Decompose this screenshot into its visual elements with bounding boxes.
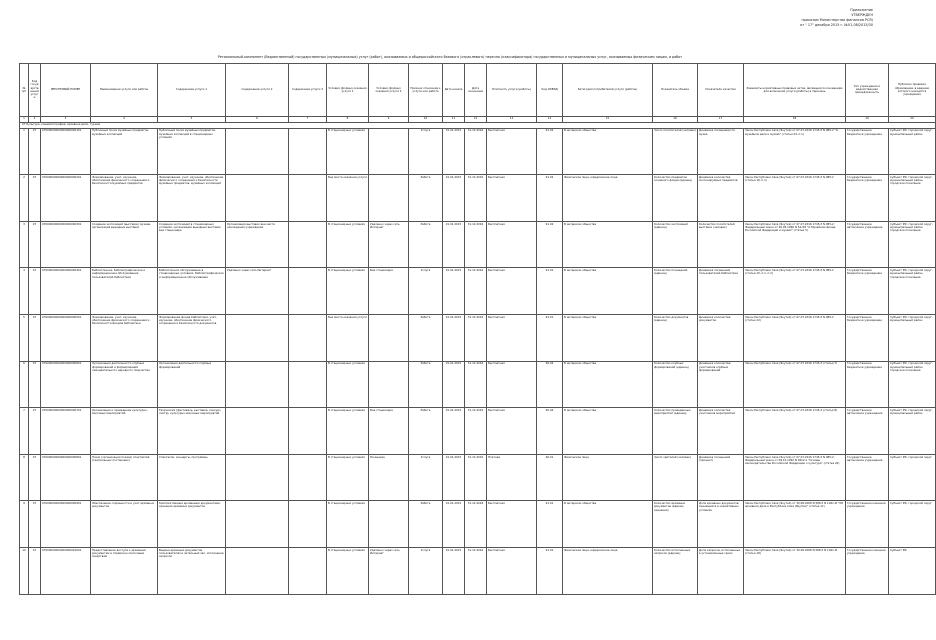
column-number: 5 [158,116,226,122]
table-cell: Закон Республики Саха (Якутия) от 07.07.2016 1745-З N 985-V; Федеральный закон от 26.05.1996 N 54-ФЗ "О Музейном фонде Российской Федерации и музеях" (статья 3) [744,221,846,268]
table-cell: Физические лица [563,454,653,501]
table-cell: 91.01 [537,547,563,594]
table-cell [226,314,289,361]
table-cell: Вне места оказания услуги [327,314,369,361]
table-cell: 8 [20,454,29,501]
table-cell: Динамика количества участников мероприятий [698,408,744,455]
table-cell [289,501,327,548]
table-cell: Количество документов (единиц) [653,314,698,361]
table-cell: Работа [409,314,443,361]
table-cell: В интересах общества [563,361,653,408]
table-row [20,408,936,455]
table-cell: 07 [29,221,41,268]
table-cell: 07 [29,128,41,175]
table-cell [289,128,327,175]
column-number: 12 [465,116,487,122]
table-cell: Работа [409,361,443,408]
table-cell: Вне стационара [369,268,409,315]
table-cell: Динамика посещений (процент) [698,454,744,501]
table-cell [289,268,327,315]
table-cell: Творческих (фестиваль, выставка, конкурс, смотр), культурно-массовых мероприятий [158,408,226,455]
column-header: Публично-правовое образование, в ведении которого находятся учреждения [889,64,936,117]
table-cell: 07000000000000000001001 [41,547,91,594]
table-cell: Государственное казенное учреждение [846,547,889,594]
table-cell: Организация деятельности клубных формирований [158,361,226,408]
column-number: 1 [20,116,29,122]
table-cell: Библиотечное обслуживание в стационарных условиях, библиографическое и информационное обслуживание [158,268,226,315]
column-number: 18 [744,116,846,122]
table-cell: Закон Республики Саха (Якутия) от 07.07.2016 1745-З N 985-V "О музейном деле и музеях" (статья 24, п.1) [744,128,846,175]
table-cell: Показ (организация показа) спектаклей (театральных постановок) [91,454,158,501]
table-row [20,314,936,361]
table-cell: Количество предметов основного фонда (единиц) [653,175,698,222]
column-header: Содержание услуги 3 [289,64,327,117]
table-cell: Субъект РФ, городской округ, муниципальный район, городское поселение [889,268,936,315]
table-cell: Удаленно через сеть Интернет [226,268,289,315]
table-cell: 01.01.2015 [443,268,465,315]
table-cell: Физические лица, юридические лица [563,175,653,222]
table-cell: Динамика посещений пользователей библиотеки [698,268,744,315]
table-row [20,501,936,548]
table-cell: 07000000000000000000601 [41,361,91,408]
table-cell: В стационарных условиях [327,501,369,548]
table-cell: Удаленно через сеть Интернет [369,547,409,594]
table-cell: Платная [487,454,537,501]
table-cell: Бесплатная [487,408,537,455]
column-number: 10 [409,116,443,122]
table-cell: Субъект РФ, городской округ, муниципальный район [889,408,936,455]
table-cell: Публичный показ музейных предметов, музейных коллекций [91,128,158,175]
column-number: 2 [29,116,41,122]
table-cell: Субъект РФ, городской округ, муниципальный район [889,314,936,361]
table-cell: 91.02 [537,128,563,175]
column-number: 15 [563,116,653,122]
table-cell: Закон Республики Саха (Якутия) от 07.07.2016 1745-З (статья 8) [744,408,846,455]
column-header: РЕЕСТРОВЫЙ НОМЕР [41,64,91,117]
table-cell: 31.12.2016 [465,361,487,408]
table-body [20,122,936,594]
appendix-line: УТВЕРЖДЕН [851,13,873,17]
table-cell: Удаленно через сеть Интернет [369,221,409,268]
table-cell: Выдача архивных документов пользователям в читальный зал, исполнение запросов [158,547,226,594]
table-cell: 07000000000000000000501 [41,314,91,361]
table-cell: В стационарных условиях [327,547,369,594]
table-cell: На выезде [369,454,409,501]
table-cell: Создание экспозиций (выставок) музеев, организация выездных выставок [91,221,158,268]
table-cell: Количество экспозиций (единиц) [653,221,698,268]
table-cell: 01.01.2015 [443,128,465,175]
table-cell: Закон Республики Саха (Якутия) от 30.06.2008 N 588-З N 1041-III (статья 18) [744,547,846,594]
table-cell: Закон Республики Саха (Якутия) от 30.06.2008 N 588-З N 1041-III "Об архивном деле в Республике Саха (Якутия)" (статья 11) [744,501,846,548]
table-cell: 07 [29,175,41,222]
table-cell [369,501,409,548]
table-cell: 01.01.2015 [443,408,465,455]
table-cell [369,314,409,361]
column-number: 8 [327,116,369,122]
table-cell: 07 [29,314,41,361]
table-cell: 31.12.2016 [465,128,487,175]
table-cell: Количество клубных формирований (единиц) [653,361,698,408]
table-cell: Динамика количества участников клубных формирований [698,361,744,408]
table-cell [289,175,327,222]
column-header: Условия (формы) оказания услуги 2 [369,64,409,117]
table-cell: Комплектование архивными документами, хранение архивных документов [158,501,226,548]
column-number: 19 [846,116,889,122]
table-cell: 01.01.2015 [443,501,465,548]
table-cell: Субъект РФ, городской округ, муниципальный район, городское поселение [889,361,936,408]
column-header: Дата окончания [465,64,487,117]
column-header: Платность услуги (работы) [487,64,537,117]
table-cell: 5 [20,314,29,361]
table-cell: 07 [29,268,41,315]
table-cell: Доля архивных документов, хранящихся в нормативных условиях [698,501,744,548]
table-cell: 9 [20,501,29,548]
column-number: 16 [653,116,698,122]
table-cell [289,408,327,455]
table-cell: Субъект РФ, городской округ [889,454,936,501]
table-cell: Работа [409,408,443,455]
table-cell: 7 [20,408,29,455]
table-row [20,361,936,408]
table-cell: Бесплатная [487,221,537,268]
table-cell: Государственное бюджетное учреждение [846,175,889,222]
table-cell: Работа [409,221,443,268]
appendix-line: приказом Министерства финансов РСЯ) [801,18,873,22]
table-cell [226,175,289,222]
table-cell: 90.01 [537,454,563,501]
table-cell: Закон Республики Саха (Якутия) от 07.07.2016 1745-З N 985-V (статья 16, п.1) [744,175,846,222]
table-cell: Создание экспозиций в стационарных условиях, организация выездных выставок вне стационара [158,221,226,268]
table-cell: Количество посещений (единиц) [653,268,698,315]
table-cell: Субъект РФ, городской округ, муниципальный район, городское поселение [889,221,936,268]
table-cell: Субъект РФ, городской округ, муниципальный район [889,128,936,175]
table-cell: Бесплатная [487,268,537,315]
table-cell: 31.12.2016 [465,175,487,222]
table-cell: Динамика посещаемости музея [698,128,744,175]
table-cell [369,361,409,408]
column-number: 20 [889,116,936,122]
column-header: Тип учреждения и ведомственная принадлежность [846,64,889,117]
table-cell: 31.12.2016 [465,221,487,268]
table-row [20,547,936,594]
table-cell: 91.02 [537,221,563,268]
table-cell: 07000000000000000000901 [41,501,91,548]
table-row [20,128,936,175]
table-cell: Библиотечное, библиографическое и информационное обслуживание пользователей библиотеки [91,268,158,315]
document-title: Региональный-компонент (Ведомственный) государственных (муниципальных) услуг (работ), оказываемых и общероссийского базового (отраслевого) перечня (классификатора) государственных и муниципальных услуг, оказываемых физическим лицам, и работ [217,55,683,59]
column-header: Код государственной услуги [29,64,41,117]
table-cell: Бесплатная [487,175,537,222]
table-cell: Число зрителей (человек) [653,454,698,501]
column-header: Содержание услуги 1 [158,64,226,117]
column-number: 4 [91,116,158,122]
table-cell: В стационарных условиях [327,221,369,268]
table-cell: 01.01.2015 [443,221,465,268]
table-cell: 01.01.2015 [443,361,465,408]
table-row [20,221,936,268]
table-cell: 3 [20,221,29,268]
column-header: Показатель объема [653,64,698,117]
table-cell: Услуга [409,268,443,315]
table-cell: 31.12.2016 [465,454,487,501]
table-cell: 07 [29,501,41,548]
table-cell: 01.01.2015 [443,454,465,501]
table-cell: Бесплатная [487,501,537,548]
column-header: Код ОКВЭД [537,64,563,117]
column-number: 3 [41,116,91,122]
column-number: 13 [487,116,537,122]
appendix-approval-block [733,8,873,28]
column-header: Показатели качества [698,64,744,117]
table-cell: 91.01 [537,501,563,548]
table-cell: Закон Республики Саха (Якутия) от 07.07.2016 1745-З N 985-V; Федеральный закон от 09.10.1992 N 3612-1 "Основы законодательства Российской Федерации о культуре" (статья 24) [744,454,846,501]
table-cell: Публичный показ музейных предметов, музейных коллекций в стационарных условиях [158,128,226,175]
table-cell: Субъект РФ, городской округ [889,501,936,548]
table-cell [226,361,289,408]
table-row [20,268,936,315]
table-cell: Государственное автономное учреждение [846,454,889,501]
table-cell: Услуга [409,128,443,175]
table-cell: Государственное бюджетное учреждение [846,361,889,408]
table-cell: Количество проведенных мероприятий (единиц) [653,408,698,455]
table-cell: 07000000000000000000101 [41,128,91,175]
table-cell: В стационарных условиях [327,408,369,455]
table-cell [226,454,289,501]
table-cell: В интересах общества [563,314,653,361]
table-cell: Бесплатная [487,361,537,408]
table-cell: 31.12.2016 [465,268,487,315]
appendix-line: Приложение [850,8,873,12]
section-label: 07 Культура, кинематография, архивное дело, туризм [20,122,936,128]
column-header: Признак отнесения к услуге или работе [409,64,443,117]
table-cell [289,361,327,408]
table-cell [289,454,327,501]
table-cell: Государственное казенное учреждение [846,501,889,548]
table-cell: Формирование, учет, изучение, обеспечение физического сохранения и безопасности музейных предметов, музейных коллекций [158,175,226,222]
table-cell: 4 [20,268,29,315]
column-header: Содержание услуги 2 [226,64,289,117]
table-cell [226,128,289,175]
appendix-line: от " 17" декабря 2015 г. №01-08/2015/30 [800,23,873,27]
column-number: 17 [698,116,744,122]
table-cell: 07000000000000000000801 [41,454,91,501]
table-cell: Закон Республики Саха (Якутия) от 07.07.2016 1745-З N 985-V (статья 15, п.1, п.2) [744,268,846,315]
column-number: 14 [537,116,563,122]
table-cell [226,547,289,594]
table-row [20,175,936,222]
table-cell: Формирование, учет, изучение, обеспечение физического сохранения и безопасности музейных предметов [91,175,158,222]
table-cell: Организация деятельности клубных формирований и формирований самодеятельного народного творчества [91,361,158,408]
table-cell: В интересах общества [563,501,653,548]
table-cell: В стационарных условиях [327,268,369,315]
table-cell: Предоставление доступа к архивным документам и справочно-поисковым средствам [91,547,158,594]
column-header: Реквизиты нормативных правовых актов, являющихся основанием для включения услуги (работы) в перечень [744,64,846,117]
table-cell: Государственное бюджетное учреждение [846,314,889,361]
table-cell: 6 [20,361,29,408]
table-cell [289,314,327,361]
table-cell: 91.01 [537,268,563,315]
table-cell: Работа [409,501,443,548]
table-cell: Динамика количества экспонируемых предметов [698,175,744,222]
table-cell [226,501,289,548]
table-cell: В интересах общества [563,128,653,175]
table-cell: Обеспечение сохранности и учет архивных документов [91,501,158,548]
table-cell [369,175,409,222]
table-cell: 07 [29,408,41,455]
table-cell: Государственное бюджетное учреждение [846,128,889,175]
table-cell: Услуга [409,454,443,501]
table-cell: Субъект РФ, городской округ, муниципальный район, городское поселение [889,175,936,222]
table-cell: Количество исполненных запросов (единиц) [653,547,698,594]
table-cell: В интересах общества [563,268,653,315]
table-cell [289,547,327,594]
table-cell: Закон Республики Саха (Якутия) от 07.07.2016 1745-З (статья 7) [744,361,846,408]
table-cell: Формирование, учет, изучение, обеспечение физического сохранения и безопасности фондов библиотеки [91,314,158,361]
table-cell: Услуга [409,547,443,594]
column-header: Дата начала [443,64,465,117]
table-cell: 90.04 [537,408,563,455]
table-cell: 07000000000000000000301 [41,221,91,268]
table-cell: Количество архивных документов (единиц хранения) [653,501,698,548]
table-cell: Бесплатная [487,128,537,175]
table-cell: 31.12.2016 [465,314,487,361]
table-cell: 07000000000000000000201 [41,175,91,222]
table-cell: 91.01 [537,314,563,361]
table-cell: В интересах общества [563,221,653,268]
table-cell: Динамика количества документов [698,314,744,361]
table-cell: 90.04 [537,361,563,408]
table-cell [369,128,409,175]
table-cell: 07 [29,547,41,594]
table-cell: Государственное автономное учреждение [846,221,889,268]
table-cell: Бесплатная [487,314,537,361]
table-cell: Организация выставок вне места нахождения учреждения [226,221,289,268]
table-cell: Организация и проведение культурно-массовых мероприятий [91,408,158,455]
table-cell: 01.01.2015 [443,175,465,222]
table-cell: Закон Республики Саха (Якутия) от 07.07.2016 1745-З N 985-V (статья 12) [744,314,846,361]
table-cell [226,408,289,455]
table-cell: Формирование фонда библиотеки, учет, изучение, обеспечение физического сохранения и безопасности документов [158,314,226,361]
table-cell: 31.12.2016 [465,547,487,594]
table-cell: Спектакли, концерты, программы [158,454,226,501]
table-cell: Количество посетителей выставок (человек) [698,221,744,268]
table-cell: Число посетителей (человек) [653,128,698,175]
column-header: Категория потребителей услуги (работы) [563,64,653,117]
table-cell: В стационарных условиях [327,361,369,408]
table-cell: Доля запросов, исполненных в установленные сроки [698,547,744,594]
table-cell: 1 [20,128,29,175]
table-cell: В стационарных условиях [327,454,369,501]
table-cell [289,221,327,268]
table-cell: 2 [20,175,29,222]
table-cell: Государственное автономное учреждение [846,408,889,455]
table-cell: 07 [29,454,41,501]
table-cell: 91.02 [537,175,563,222]
column-header: № п/п [20,64,29,117]
table-cell: Вне стационара [369,408,409,455]
table-cell: 07000000000000000000701 [41,408,91,455]
column-number: 9 [369,116,409,122]
table-cell: 07 [29,361,41,408]
table-row [20,454,936,501]
column-number: 11 [443,116,465,122]
column-number: 7 [289,116,327,122]
table-cell: В интересах общества [563,408,653,455]
column-header: Наименование услуги или работы [91,64,158,117]
table-cell: 01.01.2015 [443,314,465,361]
table-cell: Вне места оказания услуги [327,175,369,222]
table-cell: В стационарных условиях [327,128,369,175]
column-header: Условия (формы) оказания услуги 1 [327,64,369,117]
column-number: 6 [226,116,289,122]
table-cell: 10 [20,547,29,594]
table-cell: Работа [409,175,443,222]
table-cell: 01.01.2015 [443,547,465,594]
services-register-table [19,63,936,595]
table-cell: 31.12.2016 [465,501,487,548]
header-row [20,64,936,117]
table-cell: Субъект РФ [889,547,936,594]
table-cell: Физические лица, юридические лица [563,547,653,594]
table-cell: Государственное бюджетное учреждение [846,268,889,315]
table-cell: 07000000000000000000401 [41,268,91,315]
table-cell: 31.12.2016 [465,408,487,455]
table-cell: Бесплатная [487,547,537,594]
